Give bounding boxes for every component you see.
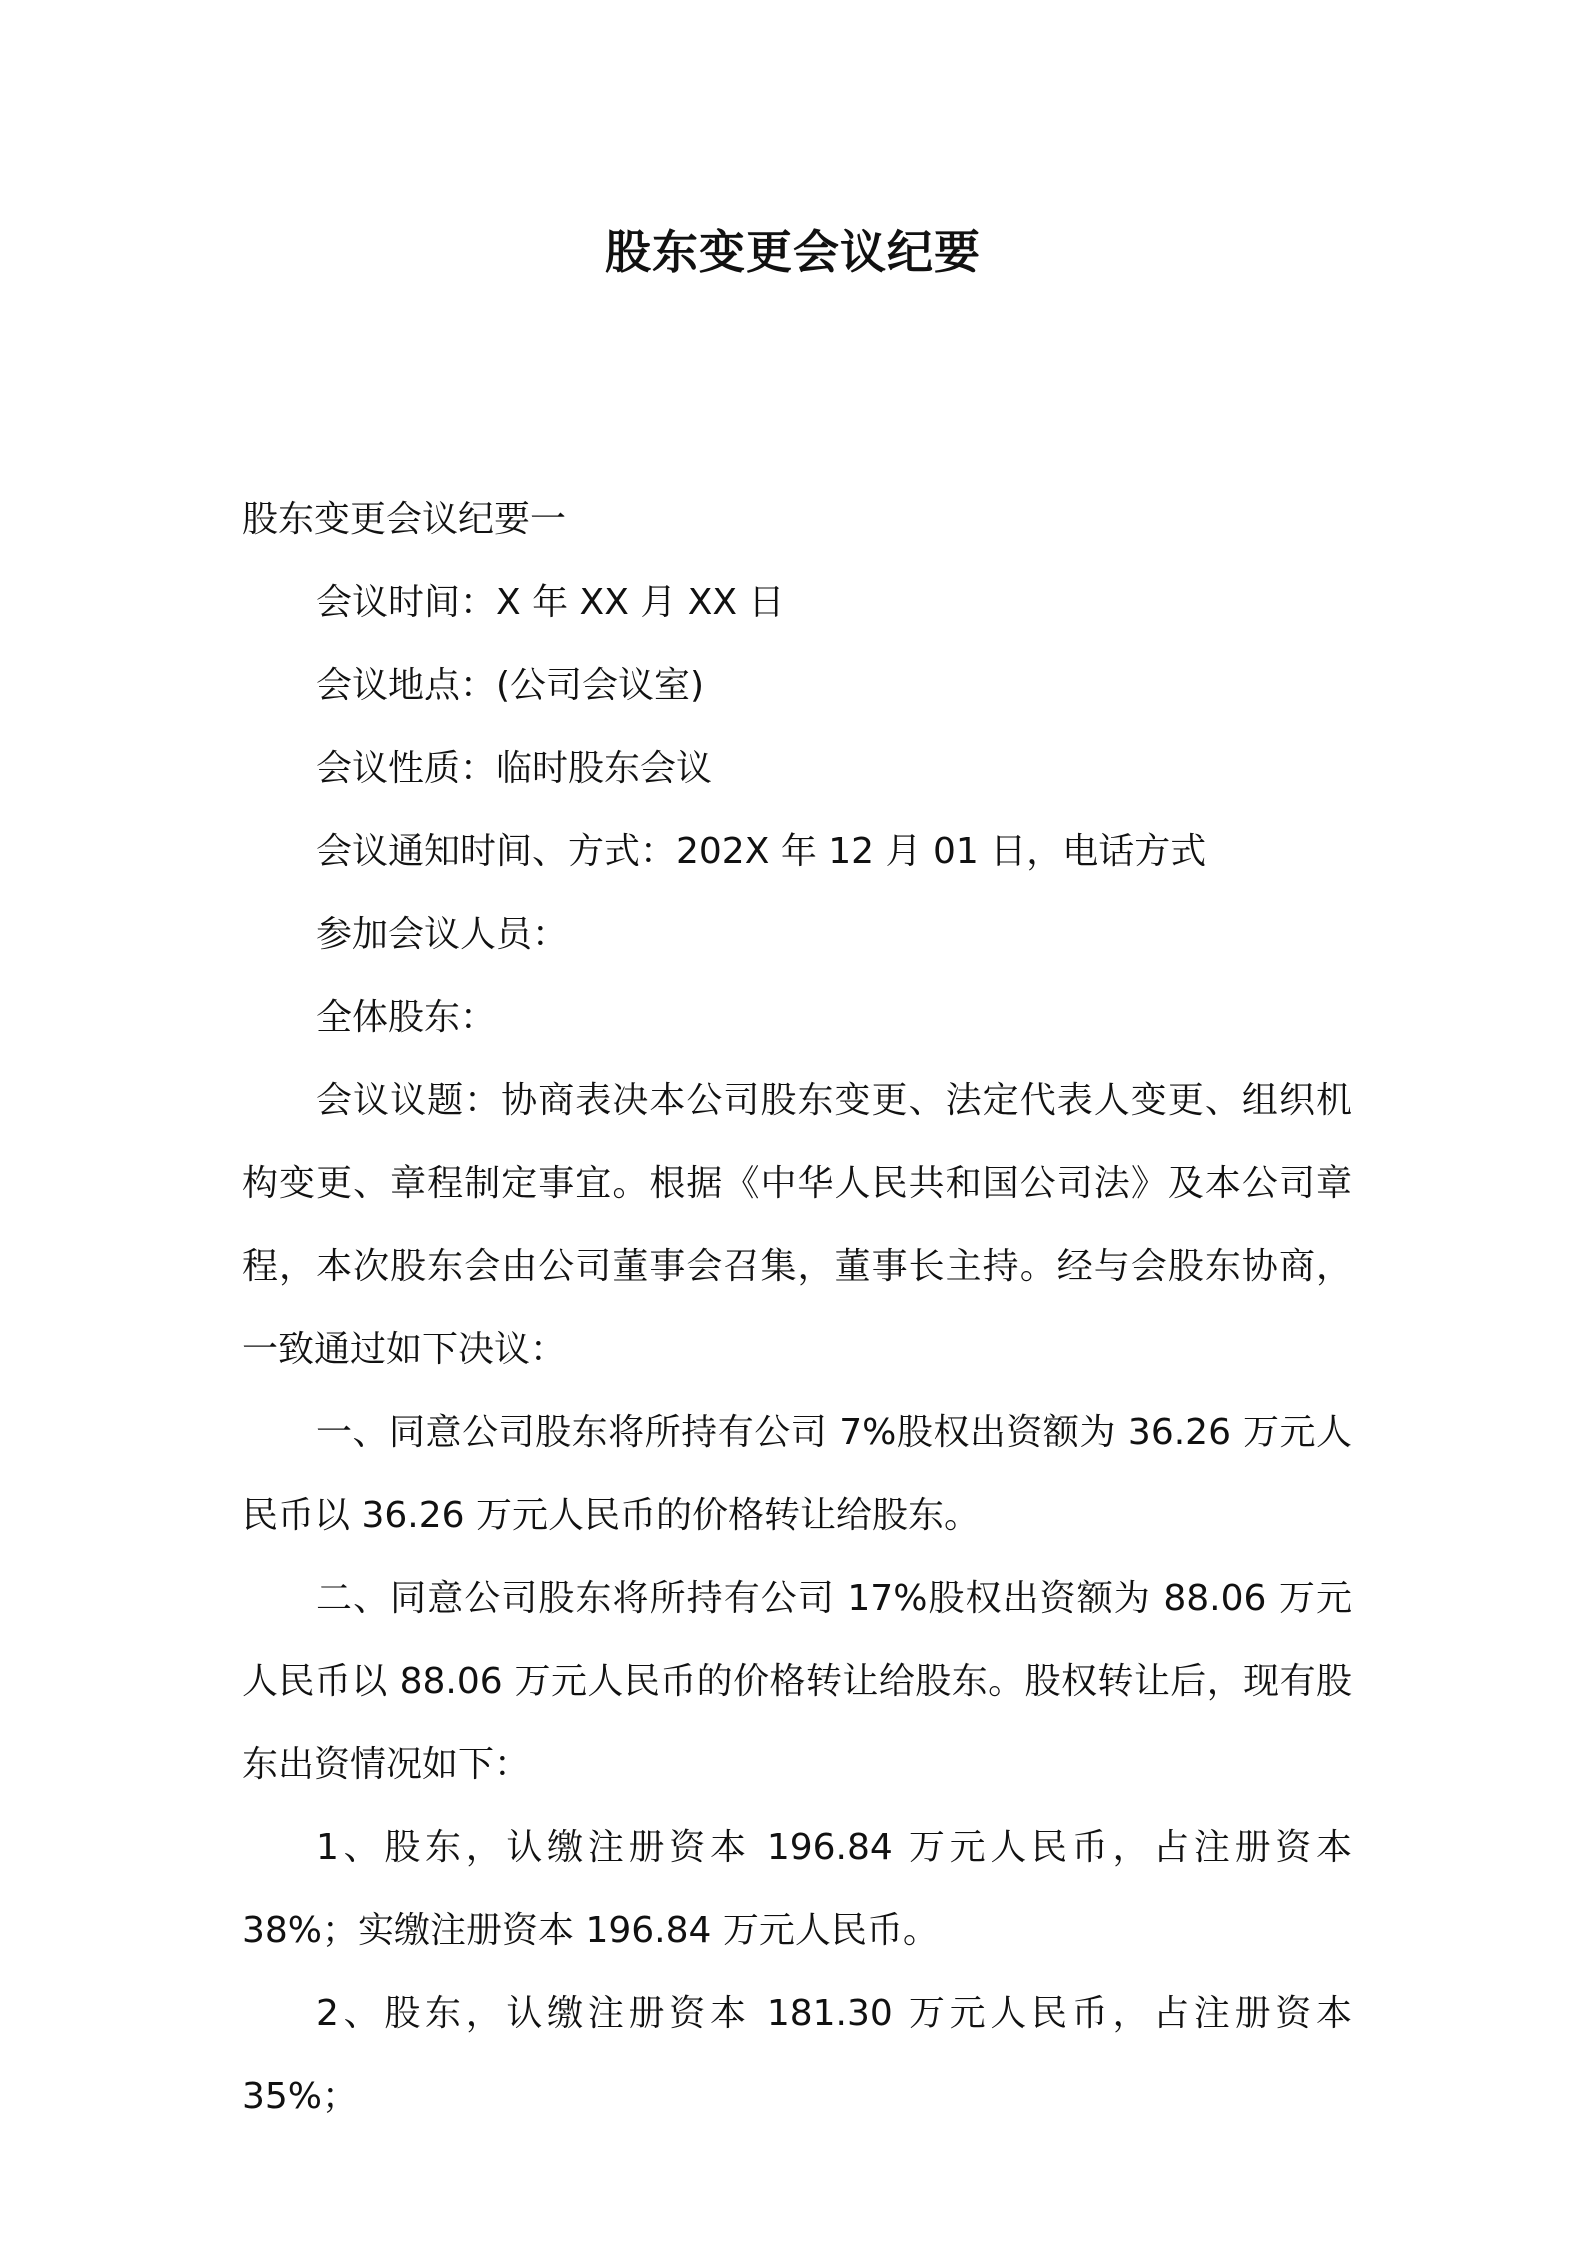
meeting-time: 会议时间：X 年 XX 月 XX 日 [316, 582, 785, 623]
all-shareholders: 全体股东： [316, 997, 497, 1038]
resolution-two: 二、同意公司股东将所持有公司 17%股权出资额为 88.06 万元人民币以 88.06 万元人民币的价格转让给股东。股权转让后，现有股东出资情况如下： [242, 1578, 1352, 1785]
attendees-label: 参加会议人员： [316, 914, 569, 955]
notice-time-method: 会议通知时间、方式：202X 年 12 月 01 日，电话方式 [316, 831, 1207, 872]
section-heading: 股东变更会议纪要一 [242, 499, 567, 540]
shareholder-one: 1、股东，认缴注册资本 196.84 万元人民币，占注册资本 38%；实缴注册资本 196.84 万元人民币。 [242, 1827, 1352, 1951]
document-title: 股东变更会议纪要 [605, 225, 981, 279]
resolution-one: 一、同意公司股东将所持有公司 7%股权出资额为 36.26 万元人民币以 36.26 万元人民币的价格转让给股东。 [242, 1412, 1352, 1536]
agenda-paragraph: 会议议题：协商表决本公司股东变更、法定代表人变更、组织机构变更、章程制定事宜。根据《中华人民共和国公司法》及本公司章程，本次股东会由公司董事会召集，董事长主持。经与会股东协商，一致通过如下决议： [242, 1080, 1352, 1370]
shareholder-two: 2、股东，认缴注册资本 181.30 万元人民币，占注册资本 35%； [242, 1993, 1352, 2117]
document-body [242, 478, 1352, 2138]
meeting-place: 会议地点：(公司会议室) [316, 665, 705, 706]
meeting-nature: 会议性质：临时股东会议 [316, 748, 713, 789]
